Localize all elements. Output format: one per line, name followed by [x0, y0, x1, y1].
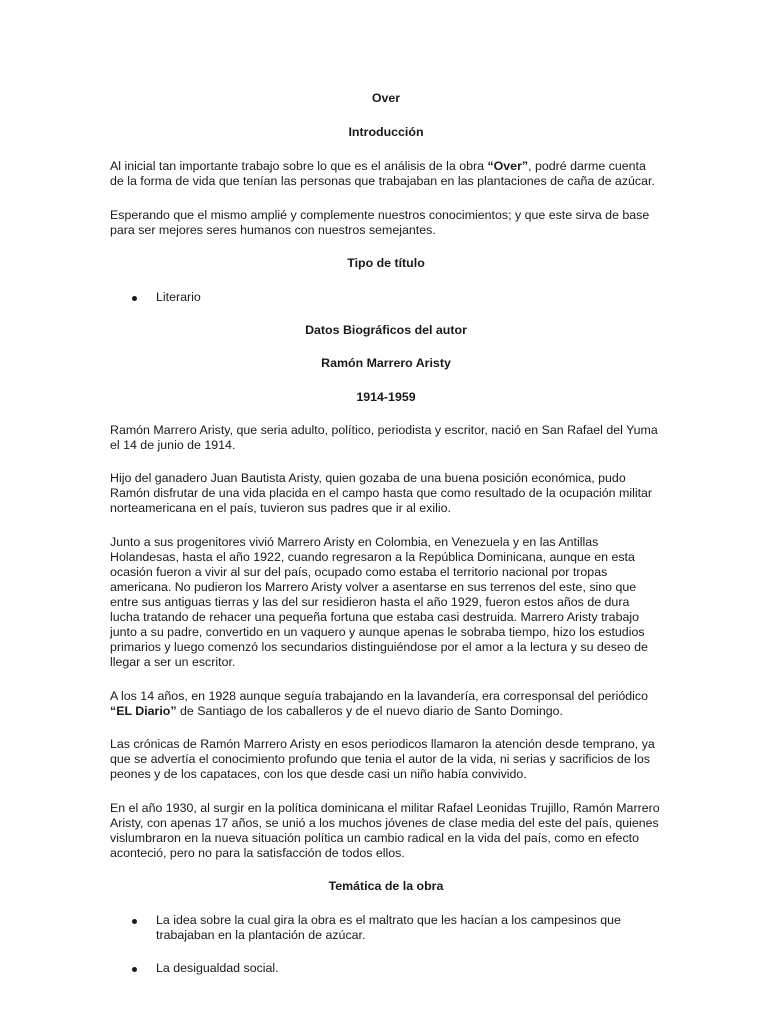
newspaper-name-bold: “EL Diario” [110, 704, 177, 718]
list-item-text: Literario [156, 290, 201, 304]
theme-list [110, 913, 662, 976]
list-item-text: La idea sobre la cual gira la obra es el maltrato que les hacían a los campesinos que trabajaban en la plantación de azúcar. [156, 913, 621, 942]
list-item [110, 913, 662, 943]
author-name: Ramón Marrero Aristy [321, 356, 451, 370]
bio-p4-text-start: A los 14 años, en 1928 aunque seguía trabajando en la lavandería, era corresponsal del periódico [110, 689, 649, 703]
intro-paragraph-1 [110, 159, 662, 189]
intro-heading: Introducción [348, 125, 424, 139]
biography-paragraph-4 [110, 689, 662, 719]
biography-paragraph-3: Junto a sus progenitores vivió Marrero Aristy en Colombia, en Venezuela y en las Antillas Holandesas, hasta el año 1922, cuando regresaron a la República Dominicana, aunque en esta ocasión fueron a vivir al sur del país, ocupado como estaba el territorio nacional por tropas americana. No pudieron los Marrero Aristy volver a asentarse en sus terrenos del este, sino que entre sus antiguas tierras y las del sur residieron hasta el año 1929, fueron estos años de dura lucha tratando de rehacer una pequeña fortuna que estaba casi destruida. Marrero Aristy trabajo junto a su padre, convertido en un vaquero y aunque apenas le sobraba tiempo, hizo los estudios primarios y luego comenzó los secundarios distinguiéndose por el amor a la lectura y su deseo de llegar a ser un escritor. [110, 535, 648, 669]
list-item [110, 961, 662, 976]
intro-p1-text-end: , podré darme cuenta de la forma de vida que tenían las personas que trabajaban en las plantaciones de caña de azúcar. [110, 159, 655, 188]
list-item-text: La desigualdad social. [156, 961, 279, 975]
document-title: Over [371, 91, 401, 105]
biography-paragraph-2: Hijo del ganadero Juan Bautista Aristy, quien gozaba de una buena posición económica, pudo Ramón disfrutar de una vida placida en el campo hasta que como resultado de la ocupación militar norteamericana en el país, tuvieron sus padres que ir al exilio. [110, 471, 653, 515]
bio-p4-text-end: de Santiago de los caballeros y de el nuevo diario de Santo Domingo. [176, 704, 563, 718]
bullet-icon [132, 919, 137, 924]
bullet-icon [132, 296, 137, 301]
biography-paragraph-6: En el año 1930, al surgir en la política dominicana el militar Rafael Leonidas Trujillo, Ramón Marrero Aristy, con apenas 17 años, se unió a los muchos jóvenes de clase media del este del país, quienes vislumbraron en la nueva situación política un cambio radical en la vida del país, como en efecto aconteció, pero no para la satisfacción de todos ellos. [110, 801, 660, 860]
theme-heading: Temática de la obra [328, 879, 444, 893]
intro-p1-text-start: Al inicial tan importante trabajo sobre lo que es el análisis de la obra [110, 159, 488, 173]
title-type-heading: Tipo de título [347, 256, 425, 270]
bullet-icon [132, 967, 137, 972]
document-body [110, 91, 662, 976]
list-item [110, 290, 662, 305]
biography-paragraph-1: Ramón Marrero Aristy, que seria adulto, político, periodista y escritor, nació en San Rafael del Yuma el 14 de junio de 1914. [110, 423, 658, 452]
intro-paragraph-2: Esperando que el mismo amplié y complemente nuestros conocimientos; y que este sirva de base para ser mejores seres humanos con nuestros semejantes. [110, 208, 650, 237]
biography-paragraph-5: Las crónicas de Ramón Marrero Aristy en esos periodicos llamaron la atención desde temprano, ya que se advertía el conocimiento profundo que tenia el autor de la vida, ni serias y sacrificios de los peones y de los capataces, con los que desde casi un niño había convivido. [110, 737, 655, 781]
work-title-bold: “Over” [487, 159, 529, 173]
author-years: 1914-1959 [356, 390, 416, 404]
title-type-list [110, 290, 662, 305]
biography-heading: Datos Biográficos del autor [305, 323, 467, 337]
